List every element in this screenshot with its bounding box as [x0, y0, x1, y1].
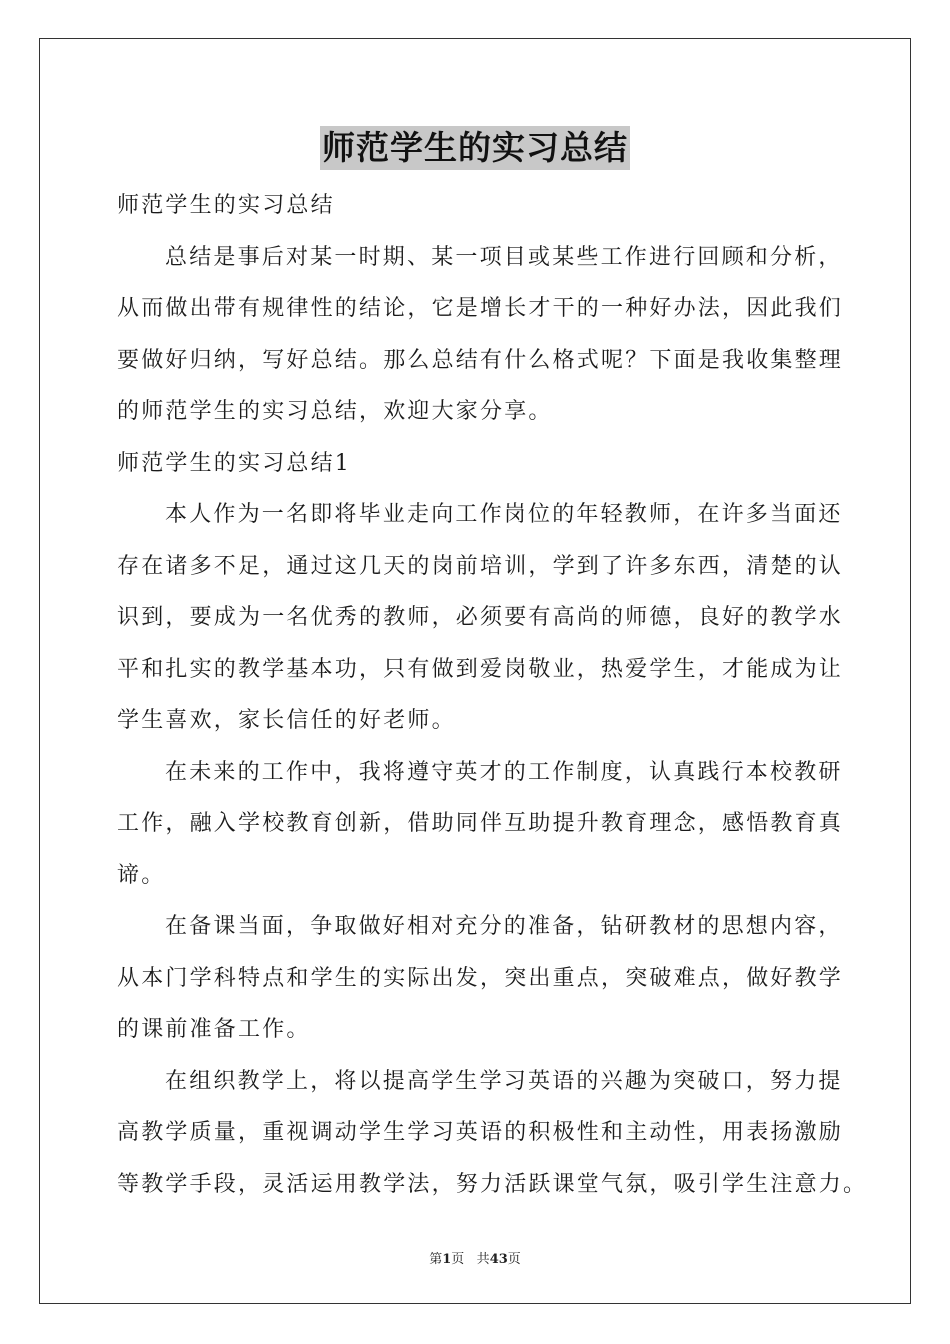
text-line: 存在诸多不足，通过这几天的岗前培训，学到了许多东西，清楚的认: [117, 553, 844, 579]
title-container: [0, 126, 950, 170]
footer-total-prefix: 共: [476, 1252, 490, 1267]
text-line: 高教学质量，重视调动学生学习英语的积极性和主动性，用表扬激励: [117, 1120, 844, 1145]
text-line: 平和扎实的教学基本功，只有做到爱岗敬业，热爱学生，才能成为让: [117, 656, 844, 682]
text-line: 识到，要成为一名优秀的教师，必须要有高尚的师德，良好的教学水: [117, 605, 844, 630]
document-title: 师范学生的实习总结: [320, 126, 630, 170]
text-line: 从本门学科特点和学生的实际出发，突出重点，突破难点，做好教学: [117, 965, 844, 991]
footer-prefix: 第: [429, 1252, 443, 1267]
text-line: 本人作为一名即将毕业走向工作岗位的年轻教师，在许多当面还: [165, 502, 843, 527]
text-line: 在组织教学上，将以提高学生学习英语的兴趣为突破口，努力提: [165, 1068, 843, 1094]
text-line: 谛。: [117, 862, 166, 888]
text-line: 工作，融入学校教育创新，借助同伴互助提升教育理念，感悟教育真: [117, 811, 844, 836]
text-line: 要做好归纳，写好总结。那么总结有什么格式呢？下面是我收集整理: [117, 347, 844, 373]
current-page-number: 1: [442, 1252, 452, 1267]
text-line: 总结是事后对某一时期、某一项目或某些工作进行回顾和分析，: [165, 244, 843, 270]
footer-total-suffix: 页: [507, 1252, 521, 1267]
document-body: [117, 180, 868, 1210]
text-line: 在未来的工作中，我将遵守英才的工作制度，认真践行本校教研: [165, 759, 843, 785]
total-page-count: 43: [489, 1252, 508, 1267]
text-line: 师范学生的实习总结: [117, 193, 335, 218]
section-heading: 师范学生的实习总结1: [117, 450, 351, 476]
text-line: 从而做出带有规律性的结论，它是增长才干的一种好办法，因此我们: [117, 296, 844, 321]
text-line: 等教学手段，灵活运用教学法，努力活跃课堂气氛，吸引学生注意力。: [117, 1171, 868, 1197]
text-line: 的师范学生的实习总结，欢迎大家分享。: [117, 399, 553, 424]
text-line: 学生喜欢，家长信任的好老师。: [117, 708, 456, 733]
page-footer: [0, 1248, 950, 1267]
footer-page-suffix: 页: [451, 1252, 465, 1267]
text-line: 的课前准备工作。: [117, 1017, 311, 1042]
text-line: 在备课当面，争取做好相对充分的准备，钻研教材的思想内容，: [165, 914, 843, 939]
